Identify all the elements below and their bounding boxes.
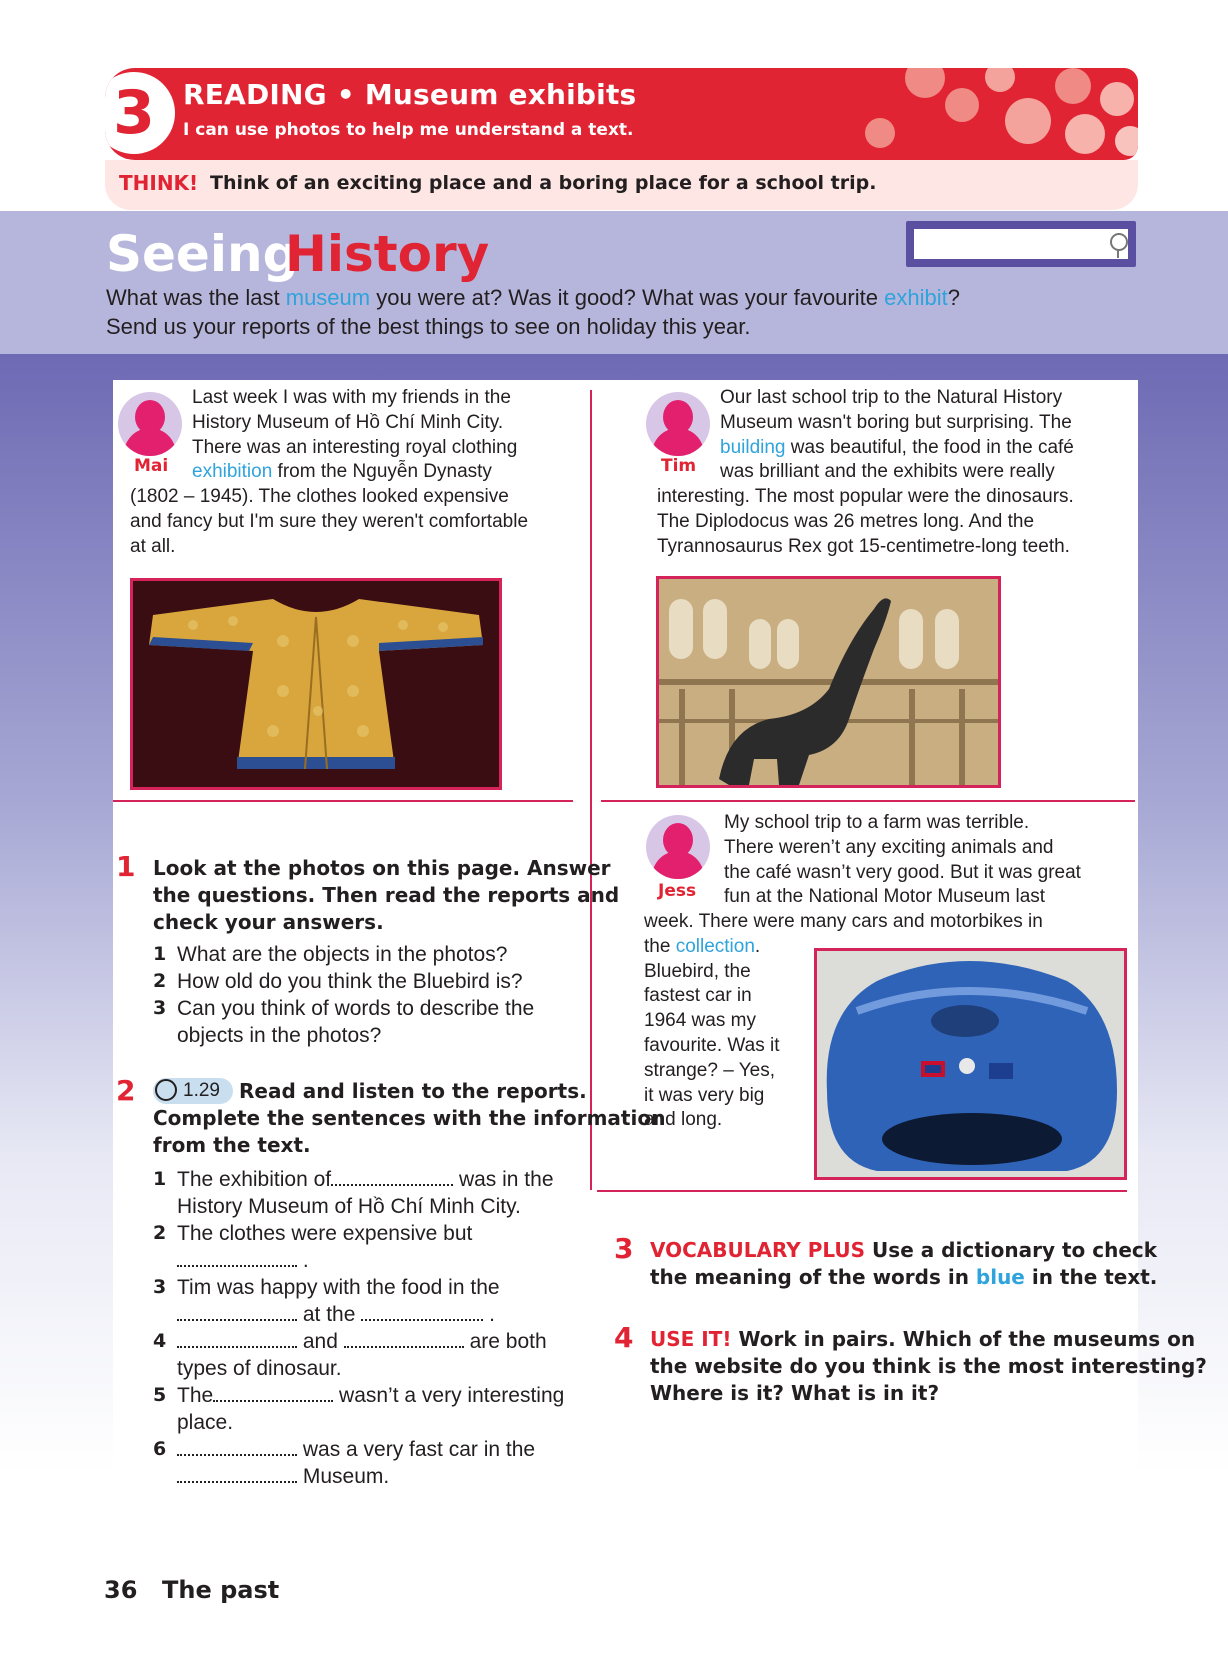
keyword-collection: collection (675, 935, 755, 957)
robe-illustration (133, 581, 499, 787)
avatar-jess (646, 815, 710, 879)
answer-blank[interactable] (177, 1463, 297, 1483)
keyword-exhibition: exhibition (192, 461, 273, 483)
keyword-exhibit: exhibit (884, 285, 948, 310)
site-title-history: History (285, 225, 490, 283)
exercise-4-instructions: USE IT! Work in pairs. Which of the museums on the website do you think is the most interesting? Where is it? What is in it? (650, 1327, 1207, 1405)
author-mai: Mai (134, 456, 169, 476)
think-label: THINK! (119, 171, 199, 195)
column-divider (590, 390, 592, 1190)
exercise-1-instructions: Look at the photos on this page. Answer the questions. Then read the reports and check your answers. (153, 856, 620, 934)
answer-blank[interactable] (361, 1301, 483, 1321)
question-item: 3 Can you think of words to describe the (153, 997, 535, 1020)
exercise-2-number: 2 (116, 1074, 136, 1107)
answer-blank[interactable] (177, 1328, 297, 1348)
exercise-2-heading: Read and listen to the reports. (239, 1079, 587, 1103)
site-title-seeing: Seeing (106, 225, 299, 283)
answer-blank[interactable] (344, 1328, 464, 1348)
exercise-3-instructions: VOCABULARY PLUS Use a dictionary to check the meaning of the words in blue in the text. (650, 1238, 1158, 1289)
section-title: The past (162, 1576, 280, 1604)
author-tim: Tim (661, 456, 697, 476)
photo-royal-robe (130, 578, 502, 790)
post-mai-top: Last week I was with my friends in the History Museum of Hồ Chí Minh City. There was an interesting royal clothing exhibition from the Nguyễn Dynasty (192, 387, 518, 483)
author-jess: Jess (658, 881, 697, 901)
answer-blank[interactable] (177, 1247, 297, 1267)
answer-blank[interactable] (331, 1166, 453, 1186)
row-divider-left (113, 800, 573, 802)
avatar-tim (646, 392, 710, 456)
answer-blank[interactable] (213, 1382, 333, 1402)
photo-dinosaur-hall (656, 576, 1001, 788)
unit-banner (105, 68, 1138, 160)
website-header (0, 211, 1228, 354)
answer-blank[interactable] (177, 1436, 297, 1456)
audio-track-number: 1.29 (183, 1080, 220, 1101)
avatar-mai (118, 392, 182, 456)
use-it-label: USE IT! (650, 1327, 732, 1351)
search-input[interactable] (914, 229, 1128, 259)
bluebird-illustration (817, 951, 1124, 1177)
unit-number-badge: 3 (105, 72, 175, 154)
answer-blank[interactable] (177, 1301, 297, 1321)
post-jess-bottom: week. There were many cars and motorbikes in the collection. Bluebird, the fastest car in 1964 was my favourite. Was it strange? – Yes, it was very big and long. (644, 911, 1043, 1131)
search-icon[interactable] (1110, 233, 1128, 251)
audio-icon[interactable] (155, 1079, 177, 1101)
exercise-1-questions: 1 What are the objects in the photos? 2 How old do you think the Bluebird is? 3 Can you think of words to describe the objects in the photos? (153, 941, 583, 1049)
lesson-objective: I can use photos to help me understand a text. (183, 120, 634, 140)
keyword-building: building (720, 436, 786, 458)
keyword-blue: blue (975, 1265, 1025, 1289)
exercise-4-number: 4 (614, 1321, 634, 1354)
post-jess-top: My school trip to a farm was terrible. There weren’t any exciting animals and the café wasn’t very good. But it was great fun at the National Motor Museum last (724, 812, 1081, 908)
search-icon-handle (1117, 250, 1119, 258)
exercise-3-number: 3 (614, 1232, 634, 1265)
post-tim-top: Our last school trip to the Natural History Museum wasn't boring but surprising. The building was beautiful, the food in the café was brilliant and the exhibits were really (720, 387, 1074, 483)
intro-line-1: What was the last museum you were at? Was it good? What was your favourite exhibit? (106, 285, 960, 310)
question-item: 2 How old do you think the Bluebird is? (153, 970, 523, 993)
audio-track-badge[interactable] (153, 1078, 233, 1104)
vocabulary-plus-label: VOCABULARY PLUS (650, 1238, 866, 1262)
exercise-2-sentences: 1 The exhibition of was in the History Museum of Hồ Chí Minh City. 2 The clothes were expensive but . 3 Tim was happy with the food in the at the . 4 and are both types of dinosaur. 5 The wasn’t a very interesting place. 6 was a very fast car in the Museum. (153, 1168, 565, 1488)
intro-line-2: Send us your reports of the best things to see on holiday this year. (106, 314, 751, 339)
page-number: 36 (104, 1576, 138, 1604)
photo-bluebird-car (814, 948, 1127, 1180)
exercise-2-instructions: Complete the sentences with the information from the text. (153, 1106, 666, 1157)
question-item: 1 What are the objects in the photos? (153, 943, 508, 966)
lesson-title: READING • Museum exhibits (183, 78, 637, 111)
row-divider-right (601, 800, 1135, 802)
exercise-1-number: 1 (116, 850, 136, 883)
keyword-museum: museum (285, 285, 371, 310)
think-bar (105, 160, 1138, 210)
post-mai-bottom: (1802 – 1945). The clothes looked expensive and fancy but I'm sure they weren't comfortable at all. (130, 486, 529, 557)
row-divider-bottom (597, 1190, 1127, 1192)
post-tim-bottom: interesting. The most popular were the dinosaurs. The Diplodocus was 26 metres long. And the Tyrannosaurus Rex got 15-centimetre-long teeth. (657, 486, 1074, 557)
search-box[interactable] (906, 221, 1136, 267)
dinosaur-illustration (659, 579, 998, 785)
think-prompt: Think of an exciting place and a boring place for a school trip. (210, 172, 877, 194)
